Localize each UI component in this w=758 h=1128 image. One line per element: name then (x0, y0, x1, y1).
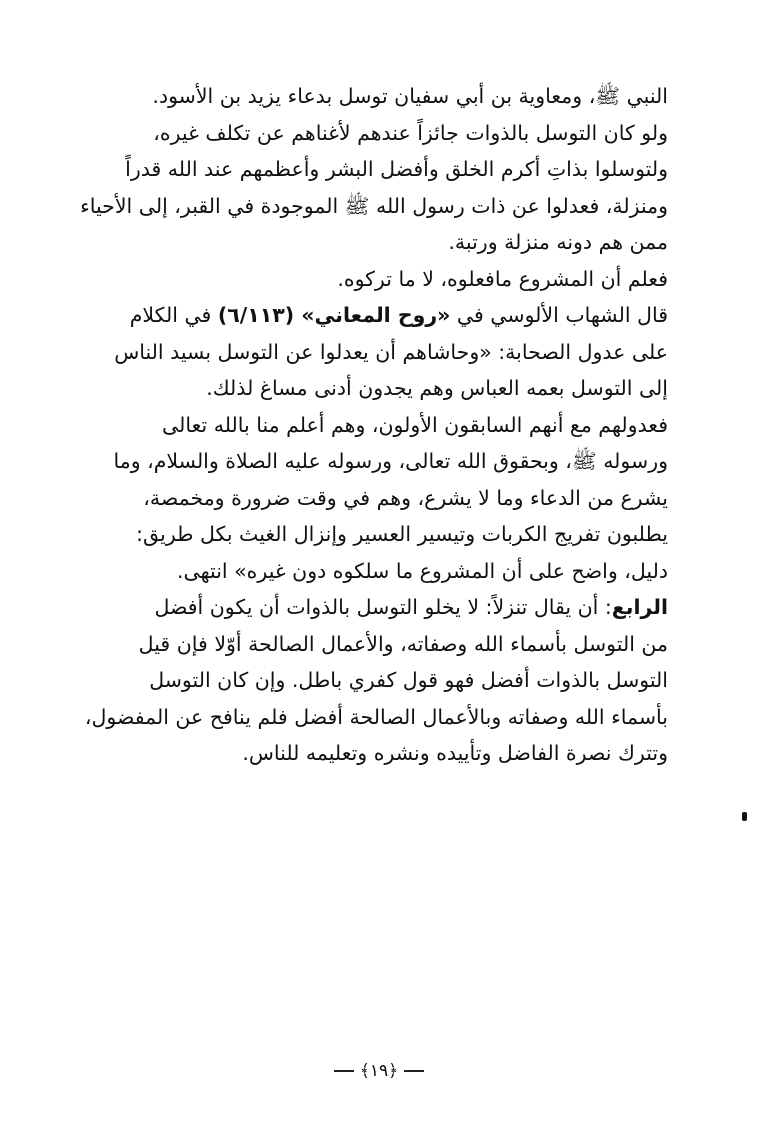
text-segment: : أن يقال تنزلاً: لا يخلو التوسل بالذوات أن يكون أفضل (154, 595, 612, 619)
text-segment: قال الشهاب الألوسي في (450, 303, 668, 327)
book-citation: «روح المعاني» (٦/١١٣) (217, 303, 451, 327)
text-line: على عدول الصحابة: «وحاشاهم أن يعدلوا عن التوسل بسيد الناس (114, 339, 668, 364)
body-text (80, 78, 668, 772)
text-line: ممن هم دونه منزلة ورتبة. (448, 230, 668, 254)
page-number-footer (0, 1060, 758, 1081)
text-line: بأسماء الله وصفاته وبالأعمال الصالحة أفضل فلم ينافح عن المفضول، (84, 704, 668, 729)
text-line: ومنزلة، فعدلوا عن ذات رسول الله ﷺ الموجودة في القبر، إلى الأحياء (80, 193, 668, 218)
text-line: يشرع من الدعاء وما لا يشرع، وهم في وقت ضرورة ومخمصة، (143, 485, 668, 510)
text-line (128, 297, 668, 334)
margin-mark (742, 812, 747, 821)
text-line: ورسوله ﷺ، وبحقوق الله تعالى، ورسوله عليه الصلاة والسلام، وما (113, 449, 668, 473)
text-line: النبي ﷺ، ومعاوية بن أبي سفيان توسل بدعاء يزيد بن الأسود. (152, 84, 668, 108)
text-line (128, 589, 668, 626)
text-segment: في الكلام (129, 303, 218, 327)
text-line: التوسل بالذوات أفضل فهو قول كفري باطل. وإن كان التوسل (149, 668, 668, 692)
text-line: إلى التوسل بعمه العباس وهم يجدون أدنى مساغ لذلك. (206, 376, 668, 400)
text-line: فعلم أن المشروع مافعلوه، لا ما تركوه. (337, 266, 668, 291)
text-line: وتترك نصرة الفاضل وتأييده ونشره وتعليمه للناس. (242, 741, 668, 765)
footer-dash-right (334, 1070, 354, 1072)
text-line: ولتوسلوا بذاتِ أكرم الخلق وأفضل البشر وأعظمهم عند الله قدراً (125, 157, 668, 181)
footer-dash-left (404, 1070, 424, 1072)
text-line: دليل، واضح على أن المشروع ما سلكوه دون غيره» انتهى. (176, 558, 668, 583)
page-number: ﴿١٩﴾ (359, 1061, 399, 1081)
section-heading: الرابع (611, 595, 668, 619)
text-line: ولو كان التوسل بالذوات جائزاً عندهم لأغناهم عن تكلف غيره، (153, 120, 668, 145)
text-line: فعدولهم مع أنهم السابقون الأولون، وهم أعلم منا بالله تعالى (162, 412, 668, 437)
text-line: من التوسل بأسماء الله وصفاته، والأعمال الصالحة أوّلا فإن قيل (138, 631, 668, 656)
text-line: يطلبون تفريج الكربات وتيسير العسير وإنزال الغيث بكل طريق: (136, 522, 668, 546)
